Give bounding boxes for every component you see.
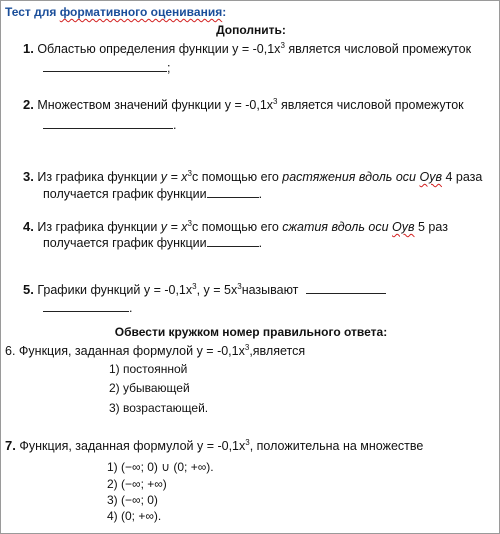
question-number: 7.: [5, 438, 16, 453]
question-text: 5 раз: [414, 220, 448, 234]
question-4-line2: [43, 236, 262, 250]
title-suffix: :: [222, 5, 227, 19]
answer-blank-2: [43, 118, 176, 132]
question-1: [23, 41, 471, 56]
question-text: с помощью его: [191, 220, 283, 234]
exponent: 3: [280, 41, 285, 50]
title-underlined: формативного оценивания: [59, 5, 223, 19]
question-number: 3.: [23, 169, 34, 184]
question-text: Функция, заданная формулой y = -0,1x: [18, 344, 245, 358]
q6-option-1: 1) постоянной: [109, 362, 188, 376]
question-text: получается график функции: [43, 236, 207, 250]
test-title: [5, 5, 226, 19]
answer-blank-5: [43, 301, 132, 315]
q6-option-3: 3) возрастающей.: [109, 401, 209, 415]
question-4: [23, 219, 448, 234]
q7-option-4: 4) (0; +∞).: [107, 509, 162, 523]
exponent: 3: [244, 343, 250, 352]
question-text: Из графика функции: [37, 220, 161, 234]
question-text: Множеством значений функции y = -0,1x: [37, 98, 274, 112]
punctuation: .: [258, 187, 263, 201]
q7-option-3: 3) (−∞; 0): [107, 493, 158, 507]
blank-line: [306, 293, 386, 294]
question-text: называют: [241, 283, 299, 297]
question-number: 6.: [5, 344, 16, 358]
title-prefix: Тест для: [5, 5, 60, 19]
q7-option-2: 2) (−∞; +∞): [107, 477, 167, 491]
punctuation: .: [258, 236, 263, 250]
question-number: 4.: [23, 219, 34, 234]
answer-blank-1: [43, 61, 170, 75]
exponent: 3: [273, 97, 278, 106]
question-text: Функция, заданная формулой y = -0,1x: [19, 439, 246, 453]
exponent: 3: [245, 438, 250, 447]
question-text: с помощью его: [191, 170, 283, 184]
exponent: 3: [192, 282, 197, 291]
question-text: , положительна на множестве: [249, 439, 424, 453]
question-text: является числовой промежуток: [277, 98, 464, 112]
question-text: 4 раза: [442, 170, 483, 184]
question-text: , y = 5x: [196, 283, 238, 297]
question-2: [23, 97, 464, 112]
question-text-italic: растяжения вдоль оси: [282, 170, 417, 184]
axis-name: Оув: [392, 220, 415, 234]
question-6: [5, 344, 305, 358]
exponent: 3: [237, 282, 242, 291]
punctuation: .: [173, 118, 177, 132]
blank-line: [43, 71, 167, 72]
question-text: ,является: [249, 344, 306, 358]
question-number: 5.: [23, 282, 34, 297]
blank-line: [207, 197, 259, 198]
blank-line: [43, 128, 173, 129]
question-text-italic: сжатия вдоль оси: [282, 220, 389, 234]
question-text: получается график функции: [43, 187, 207, 201]
question-text: Графики функций y = -0,1x: [37, 283, 193, 297]
question-text: Областью определения функции y = -0,1x: [37, 42, 281, 56]
blank-line: [207, 246, 259, 247]
question-number: 1.: [23, 41, 34, 56]
blank-line: [43, 311, 129, 312]
exponent: 3: [187, 219, 192, 228]
question-text: является числовой промежуток: [284, 42, 472, 56]
question-text: Из графика функции: [37, 170, 161, 184]
punctuation: ;: [167, 61, 171, 75]
question-3-line2: [43, 187, 262, 201]
exponent: 3: [187, 169, 192, 178]
question-7: [5, 438, 423, 453]
q7-option-1: 1) (−∞; 0) ∪ (0; +∞).: [107, 460, 214, 474]
punctuation: .: [129, 301, 133, 315]
section-heading-circle: Обвести кружком номер правильного ответа:: [114, 325, 388, 339]
axis-name: Оув: [419, 170, 442, 184]
formula: y = x: [160, 220, 188, 234]
question-5: [23, 282, 386, 297]
q6-option-2: 2) убывающей: [109, 381, 190, 395]
section-heading-complete: Дополнить:: [216, 23, 286, 37]
question-3: [23, 169, 482, 184]
formula: y = x: [160, 170, 188, 184]
question-number: 2.: [23, 97, 34, 112]
